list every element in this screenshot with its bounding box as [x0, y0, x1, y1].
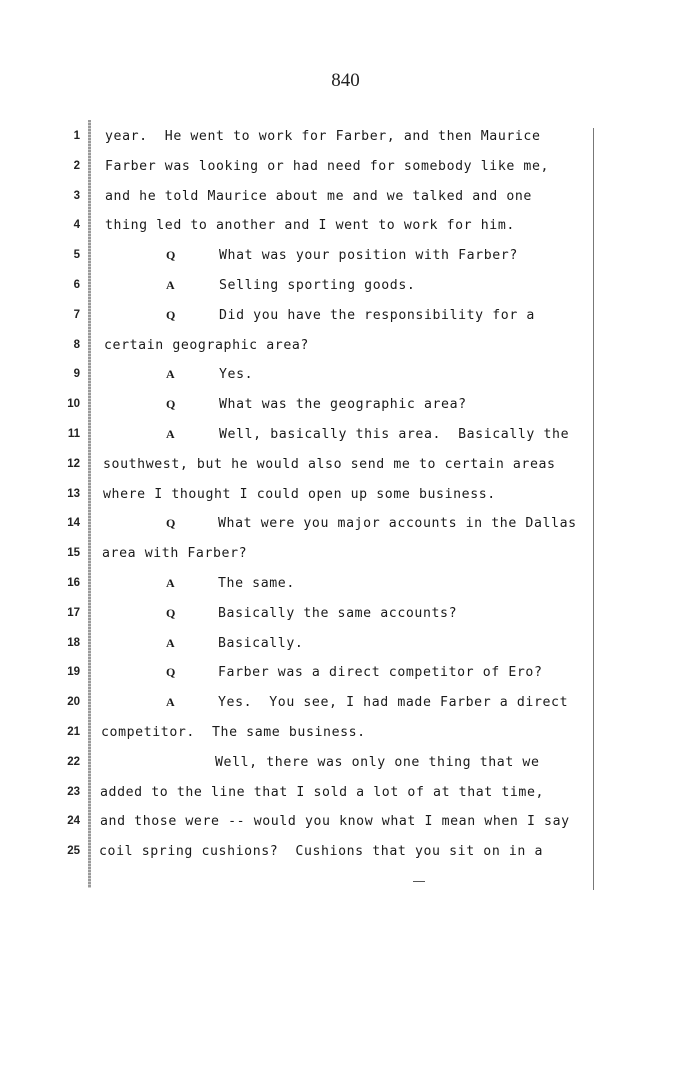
line-number: 7: [73, 308, 80, 321]
transcript-line-text: Basically.: [218, 635, 304, 651]
line-number: 11: [67, 428, 80, 440]
line-number: 15: [67, 547, 80, 560]
line-number: 16: [67, 577, 80, 589]
transcript-line-text: certain geographic area?: [104, 337, 309, 353]
transcript-line-text: where I thought I could open up some business.: [103, 486, 496, 502]
line-number: 22: [67, 755, 80, 768]
line-number: 4: [73, 219, 80, 232]
transcript-line-text: area with Farber?: [102, 546, 248, 562]
page-number: 840: [331, 70, 360, 91]
transcript-line-text: southwest, but he would also send me to certain areas: [103, 456, 556, 472]
question-marker: Q: [166, 307, 176, 322]
transcript-line-text: and those were -- would you know what I mean when I say: [100, 814, 570, 830]
transcript-line-text: thing led to another and I went to work for him.: [105, 218, 515, 234]
question-marker: Q: [166, 516, 176, 531]
scan-speck: [413, 881, 425, 882]
line-number: 1: [73, 130, 80, 142]
answer-marker: A: [166, 576, 175, 590]
transcript-line-text: Farber was looking or had need for somebody like me,: [105, 158, 550, 174]
transcript-line-text: What was your position with Farber?: [219, 248, 518, 264]
transcript-line-text: added to the line that I sold a lot of at that time,: [100, 784, 545, 800]
transcript-line-text: coil spring cushions? Cushions that you sit on in a: [99, 844, 544, 860]
line-number: 20: [67, 696, 80, 709]
transcript-line-text: What were you major accounts in the Dallas: [218, 516, 577, 532]
transcript-line-text: Yes.: [219, 367, 254, 383]
line-number: 10: [67, 398, 80, 411]
line-number: 17: [67, 606, 80, 619]
answer-marker: A: [166, 427, 175, 441]
line-number: 9: [73, 368, 80, 381]
transcript-line-text: competitor. The same business.: [101, 725, 366, 740]
line-number: 21: [67, 726, 80, 738]
transcript-line-text: Basically the same accounts?: [218, 605, 458, 621]
transcript-line-text: What was the geographic area?: [219, 397, 467, 413]
line-number: 18: [67, 636, 80, 649]
transcript-line-text: and he told Maurice about me and we talked and one: [105, 188, 532, 204]
answer-marker: A: [166, 695, 175, 710]
line-number: 5: [73, 249, 80, 262]
line-number: 6: [73, 279, 80, 291]
answer-marker: A: [166, 278, 175, 292]
line-number: 2: [73, 159, 80, 172]
line-number: 25: [67, 845, 80, 858]
line-number: 24: [67, 815, 80, 828]
line-number: 14: [67, 517, 80, 530]
transcript-line-text: Did you have the responsibility for a: [219, 307, 535, 323]
line-number: 8: [73, 338, 80, 351]
question-marker: Q: [166, 397, 176, 412]
line-number: 12: [67, 457, 80, 470]
line-number: 13: [67, 487, 80, 500]
answer-marker: A: [166, 367, 175, 382]
transcript-line-text: Farber was a direct competitor of Ero?: [218, 665, 543, 681]
answer-marker: A: [166, 635, 175, 650]
transcript-line-text: Selling sporting goods.: [219, 278, 416, 293]
transcript-line-text: Well, basically this area. Basically the: [219, 427, 570, 442]
question-marker: Q: [166, 605, 176, 620]
left-margin-rule: [88, 120, 91, 888]
transcript-line-text: Yes. You see, I had made Farber a direct: [218, 695, 569, 711]
question-marker: Q: [166, 248, 176, 263]
line-number: 3: [73, 189, 80, 202]
transcript-line-text: The same.: [218, 576, 295, 591]
line-number: 19: [67, 666, 80, 679]
question-marker: Q: [166, 665, 176, 680]
line-number: 23: [67, 785, 80, 798]
right-margin-rule: [593, 128, 594, 890]
transcript-line-text: Well, there was only one thing that we: [215, 754, 540, 770]
transcript-line-text: year. He went to work for Farber, and then Maurice: [105, 129, 541, 144]
